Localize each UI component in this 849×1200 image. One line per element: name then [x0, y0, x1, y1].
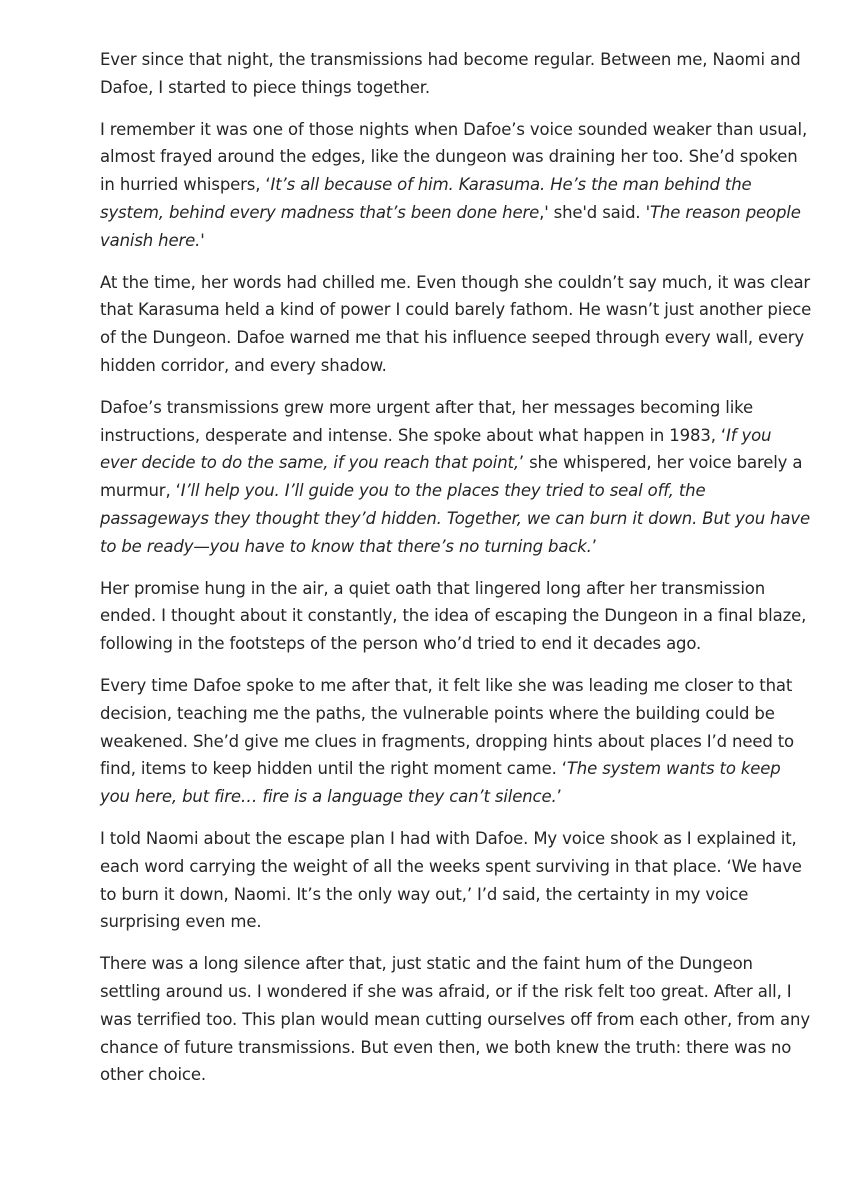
paragraph-3 — [100, 269, 812, 380]
italic-quote: The system wants to keep you here, but fire… fire is a language they can’t silence. — [100, 759, 781, 807]
italic-quote: I’ll help you. I’ll guide you to the places they tried to seal off, the passageways they thought they’d hidden. Together, we can burn it down. But you have to be ready—you have to know that there’s no turning back. — [100, 481, 811, 556]
paragraph-text: ' — [200, 230, 205, 250]
paragraph-4 — [100, 394, 812, 561]
paragraph-text: ’ — [556, 787, 562, 807]
paragraph-8 — [100, 950, 812, 1089]
paragraph-6 — [100, 672, 812, 811]
paragraph-text: I told Naomi about the escape plan I had with Dafoe. My voice shook as I explained it, each word carrying the weight of all the weeks spent surviving in that place. ‘We have to burn it down, Naomi. It’s the only way out,’ I’d said, the certainty in my voice surprising even me. — [100, 828, 802, 932]
paragraph-1 — [100, 46, 812, 102]
paragraph-text: At the time, her words had chilled me. Even though she couldn’t say much, it was clear that Karasuma held a kind of power I could barely fathom. He wasn’t just another piece of the Dungeon. Dafoe warned me that his influence seeped through every wall, every hidden corridor, and every shadow. — [100, 272, 812, 375]
paragraph-text: ’ — [591, 536, 597, 556]
paragraph-text: I remember it was one of those nights when Dafoe’s voice sounded weaker than usual, almost frayed around the edges, like the dungeon was draining her too. She’d spoken in hurried whispers, ‘ — [100, 119, 808, 195]
italic-quote: The reason people vanish here. — [100, 202, 801, 250]
paragraph-text: ,' she'd said. ' — [539, 202, 650, 222]
paragraph-text: Ever since that night, the transmissions had become regular. Between me, Naomi and Dafoe, I started to piece things together. — [100, 50, 801, 97]
paragraph-7 — [100, 825, 812, 936]
paragraph-text: ’ she whispered, her voice barely a murmur, ‘ — [100, 453, 803, 501]
paragraph-text: Dafoe’s transmissions grew more urgent after that, her messages becoming like instructions, desperate and intense. She spoke about what happen in 1983, ‘ — [100, 397, 753, 445]
paragraph-text: Her promise hung in the air, a quiet oath that lingered long after her transmission ended. I thought about it constantly, the idea of escaping the Dungeon in a final blaze, following in the footsteps of the person who’d tried to end it decades ago. — [100, 578, 807, 654]
paragraph-2 — [100, 116, 812, 255]
document-page — [100, 46, 812, 1103]
paragraph-text: Every time Dafoe spoke to me after that, it felt like she was leading me closer to that decision, teaching me the paths, the vulnerable points where the building could be weakened. She’d give me clues in fragments, dropping hints about places I’d need to find, items to keep hidden until the right moment came. ‘ — [100, 675, 795, 779]
paragraph-5 — [100, 575, 812, 658]
paragraph-text: There was a long silence after that, just static and the faint hum of the Dungeon settling around us. I wondered if she was afraid, or if the risk felt too great. After all, I was terrified too. This plan would mean cutting ourselves off from each other, from any chance of future transmissions. But even then, we both knew the truth: there was no other choice. — [100, 954, 810, 1085]
italic-quote: If you ever decide to do the same, if you reach that point, — [100, 425, 772, 473]
italic-quote: It’s all because of him. Karasuma. He’s the man behind the system, behind every madness that’s been done here — [100, 175, 752, 222]
